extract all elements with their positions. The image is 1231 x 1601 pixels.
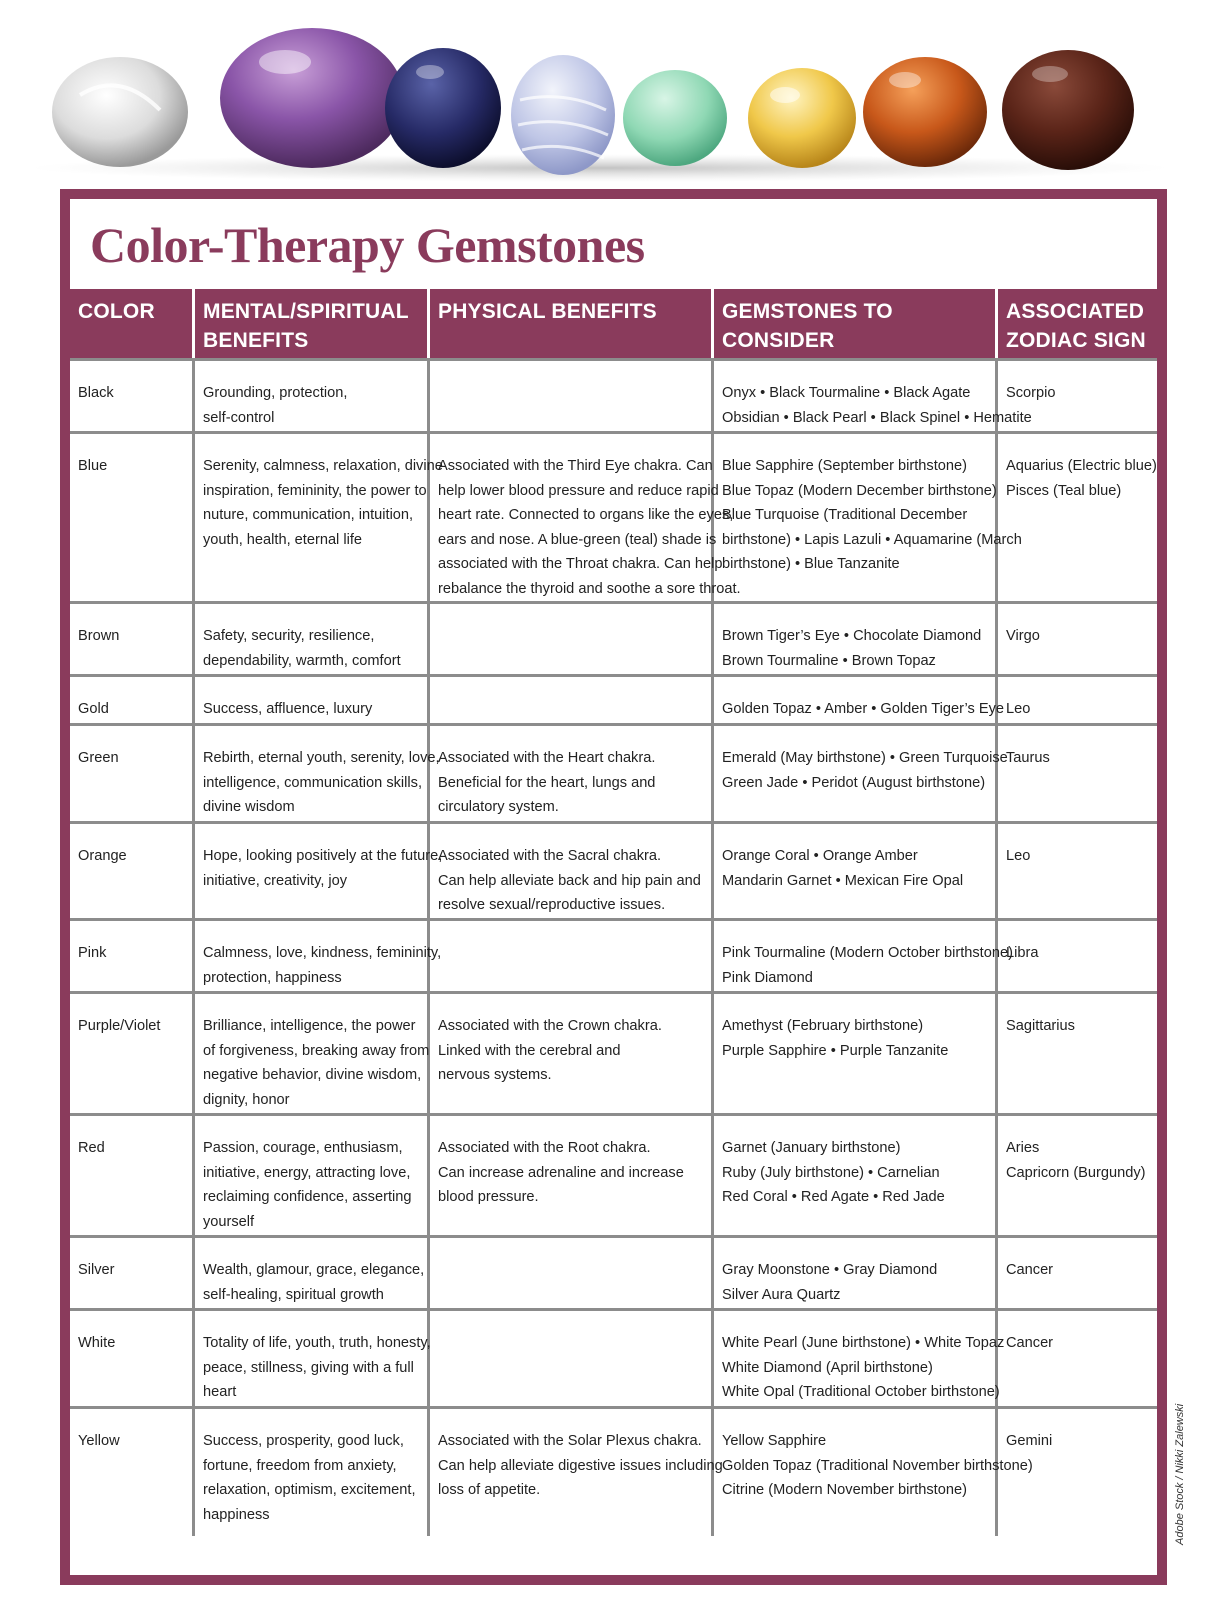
amethyst-stone [220,28,404,168]
zodiac-cell: Virgo [1006,628,1040,644]
mental-benefits-cell: Passion, courage, enthusiasm, initiative, energy, attracting love, reclaiming confidence, asserting yourself [195,1116,430,1235]
gemstones-cell: Gray Moonstone • Gray Diamond Silver Aura Quartz [714,1238,998,1308]
gemstones-table-frame [60,189,1167,1585]
zodiac-cell: Sagittarius [1006,1018,1075,1034]
gemstones-cell: White Pearl (June birthstone) • White Topaz White Diamond (April birthstone) White Opal (Traditional October birthstone) [714,1311,998,1406]
physical-benefits-cell [430,1311,714,1406]
mental-benefits-cell: Grounding, protection, self-control [195,361,430,431]
table-row [70,1308,1157,1406]
color-cell: Black [70,361,195,431]
color-cell: Pink [70,921,195,991]
zodiac-cell: Libra [1006,945,1039,961]
table-row [70,723,1157,821]
physical-benefits-cell [430,921,714,991]
gemstones-cell: Garnet (January birthstone) Ruby (July birthstone) • Carnelian Red Coral • Red Agate • Red Jade [714,1116,998,1235]
table-panel [70,199,1157,1575]
color-cell: Red [70,1116,195,1235]
color-cell: Yellow [70,1409,195,1536]
blue-lace-agate-stone [511,55,615,175]
physical-benefits-cell: Associated with the Third Eye chakra. Can help lower blood pressure and reduce rapid heart rate. Connected to organs like the eyes, ears and nose. A blue-green (teal) shade is associated with the Throat chakra. Can help rebalance the thyroid and soothe a sore throat. [430,434,714,601]
mental-benefits-cell: Success, affluence, luxury [195,677,430,723]
table-row [70,358,1157,431]
gemstones-cell: Pink Tourmaline (Modern October birthstone) Pink Diamond [714,921,998,991]
gemstones-cell: Amethyst (February birthstone) Purple Sapphire • Purple Tanzanite [714,994,998,1113]
physical-benefits-cell [430,604,714,674]
zodiac-cell: Gemini [1006,1433,1053,1449]
color-cell: Silver [70,1238,195,1308]
zodiac-cell: Cancer [1006,1335,1054,1351]
physical-benefits-cell [430,361,714,431]
header-gemstones: GEMSTONES TO CONSIDER [714,289,998,358]
color-cell: Purple/Violet [70,994,195,1113]
physical-benefits-cell [430,677,714,723]
color-cell: Gold [70,677,195,723]
mental-benefits-cell: Rebirth, eternal youth, serenity, love, intelligence, communication skills, divine wisdom [195,726,430,821]
color-cell: Green [70,726,195,821]
mental-benefits-cell: Calmness, love, kindness, femininity, protection, happiness [195,921,430,991]
table-header [70,289,1157,358]
table-body [70,358,1157,1536]
mental-benefits-cell: Brilliance, intelligence, the power of forgiveness, breaking away from negative behavior, divine wisdom, dignity, honor [195,994,430,1113]
mental-benefits-cell: Serenity, calmness, relaxation, divine inspiration, femininity, the power to nuture, communication, intuition, youth, health, eternal life [195,434,430,601]
table-row [70,918,1157,991]
quartz-stone [52,57,188,167]
header-zodiac: ASSOCIATED ZODIAC SIGN [1006,300,1146,352]
mental-benefits-cell: Totality of life, youth, truth, honesty, peace, stillness, giving with a full heart [195,1311,430,1406]
header-mental-spiritual: MENTAL/SPIRITUAL BENEFITS [195,289,430,358]
color-cell: Brown [70,604,195,674]
mental-benefits-cell: Success, prosperity, good luck, fortune, freedom from anxiety, relaxation, optimism, excitement, happiness [195,1409,430,1536]
table-row [70,821,1157,918]
gemstones-cell: Blue Sapphire (September birthstone) Blue Topaz (Modern December birthstone) Blue Turquoise (Traditional December birthstone) • Lapis Lazuli • Aquamarine (March birthstone) • Blue Tanzanite [714,434,998,601]
photo-credit: Adobe Stock / Nikki Zalewski [1174,1403,1186,1545]
mental-benefits-cell: Hope, looking positively at the future, initiative, creativity, joy [195,824,430,918]
table-row [70,674,1157,723]
gemstones-photo [0,0,1231,190]
mental-benefits-cell: Safety, security, resilience, dependability, warmth, comfort [195,604,430,674]
aventurine-stone [623,70,727,166]
physical-benefits-cell: Associated with the Solar Plexus chakra. Can help alleviate digestive issues including loss of appetite. [430,1409,714,1536]
header-physical: PHYSICAL BENEFITS [430,289,714,358]
physical-benefits-cell [430,1238,714,1308]
page-title: Color-Therapy Gemstones [90,217,645,273]
table-row [70,1235,1157,1308]
zodiac-cell: Scorpio [1006,385,1056,401]
gemstones-cell: Golden Topaz • Amber • Golden Tiger’s Eye [714,677,998,723]
zodiac-cell: Aries Capricorn (Burgundy) [1006,1140,1146,1181]
gemstones-cell: Brown Tiger’s Eye • Chocolate Diamond Brown Tourmaline • Brown Topaz [714,604,998,674]
red-jasper-stone [1002,50,1134,170]
table-row [70,431,1157,601]
citrine-stone [748,68,856,168]
mental-benefits-cell: Wealth, glamour, grace, elegance, self-healing, spiritual growth [195,1238,430,1308]
zodiac-cell: Taurus [1006,750,1050,766]
zodiac-cell: Aquarius (Electric blue) Pisces (Teal blue) [1006,458,1157,499]
table-row [70,601,1157,674]
zodiac-cell: Leo [1006,701,1031,717]
color-cell: Orange [70,824,195,918]
physical-benefits-cell: Associated with the Sacral chakra. Can help alleviate back and hip pain and resolve sexual/reproductive issues. [430,824,714,918]
physical-benefits-cell: Associated with the Root chakra. Can increase adrenaline and increase blood pressure. [430,1116,714,1235]
color-cell: Blue [70,434,195,601]
gemstones-cell: Yellow Sapphire Golden Topaz (Traditional November birthstone) Citrine (Modern November birthstone) [714,1409,998,1536]
carnelian-stone [863,57,987,167]
zodiac-cell: Leo [1006,848,1031,864]
zodiac-cell: Cancer [1006,1262,1054,1278]
lapis-stone [385,48,501,168]
table-row [70,1406,1157,1536]
physical-benefits-cell: Associated with the Crown chakra. Linked with the cerebral and nervous systems. [430,994,714,1113]
physical-benefits-cell: Associated with the Heart chakra. Beneficial for the heart, lungs and circulatory system. [430,726,714,821]
gemstones-cell: Onyx • Black Tourmaline • Black Agate Obsidian • Black Pearl • Black Spinel • Hematite [714,361,998,431]
table-row [70,991,1157,1113]
gemstones-cell: Orange Coral • Orange Amber Mandarin Garnet • Mexican Fire Opal [714,824,998,918]
color-cell: White [70,1311,195,1406]
header-color: COLOR [70,289,195,358]
gemstones-cell: Emerald (May birthstone) • Green Turquoise Green Jade • Peridot (August birthstone) [714,726,998,821]
table-row [70,1113,1157,1235]
